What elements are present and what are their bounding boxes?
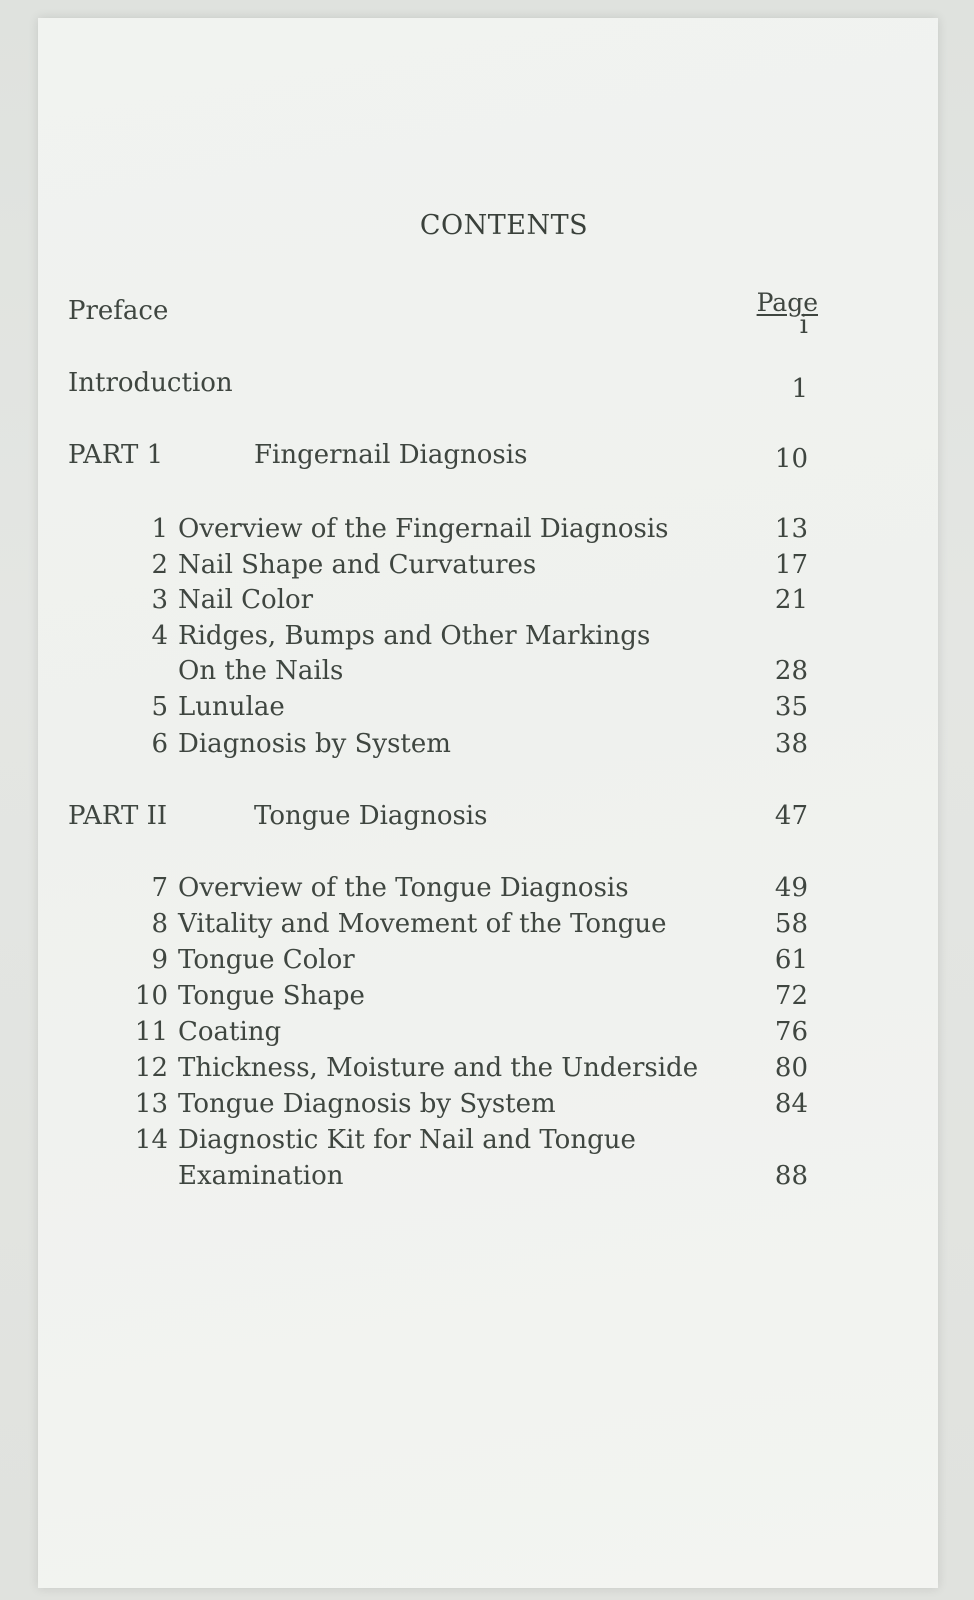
chapter-number: 11 (134, 1017, 168, 1047)
part-page: 10 (774, 444, 808, 474)
chapter-title-line2: On the Nails (178, 656, 344, 686)
chapter-page: 13 (774, 514, 808, 544)
chapter-page: 80 (774, 1053, 808, 1083)
chapter-page: 72 (774, 981, 808, 1011)
chapter-page: 38 (774, 729, 808, 759)
chapter-title: Overview of the Tongue Diagnosis (178, 873, 629, 903)
chapter-number: 3 (151, 585, 168, 615)
page-title: CONTENTS (419, 210, 589, 241)
chapter-number: 9 (151, 945, 168, 975)
part-title: Fingernail Diagnosis (254, 440, 528, 470)
chapter-title: Tongue Color (178, 945, 355, 975)
chapter-title: Tongue Shape (178, 981, 365, 1011)
chapter-number: 1 (151, 514, 168, 544)
chapter-title: Tongue Diagnosis by System (178, 1089, 556, 1119)
entry-label: Introduction (68, 368, 233, 398)
chapter-number: 4 (151, 621, 168, 651)
chapter-title: Vitality and Movement of the Tongue (178, 909, 667, 939)
chapter-page: 49 (774, 873, 808, 903)
chapter-title: Coating (178, 1017, 282, 1047)
chapter-title: Thickness, Moisture and the Underside (178, 1053, 699, 1083)
chapter-number: 2 (151, 550, 168, 580)
book-page (38, 18, 938, 1588)
chapter-number: 8 (151, 909, 168, 939)
chapter-number: 14 (134, 1125, 168, 1155)
entry-page: i (799, 310, 808, 340)
part-title: Tongue Diagnosis (254, 801, 488, 831)
chapter-number: 13 (134, 1089, 168, 1119)
page-column-header: Page (756, 288, 818, 317)
chapter-number: 7 (151, 873, 168, 903)
chapter-title: Diagnosis by System (178, 729, 451, 759)
chapter-page: 28 (774, 656, 808, 686)
chapter-title: Nail Color (178, 585, 314, 615)
chapter-title: Nail Shape and Curvatures (178, 550, 537, 580)
part-label: PART II (68, 801, 168, 831)
chapter-page: 17 (774, 550, 808, 580)
chapter-title: Diagnostic Kit for Nail and Tongue (178, 1125, 636, 1155)
chapter-title-line2: Examination (178, 1161, 344, 1191)
chapter-page: 84 (774, 1089, 808, 1119)
chapter-number: 5 (151, 692, 168, 722)
chapter-page: 58 (774, 909, 808, 939)
chapter-title: Lunulae (178, 692, 285, 722)
chapter-number: 6 (151, 729, 168, 759)
chapter-title: Ridges, Bumps and Other Markings (178, 621, 651, 651)
part-page: 47 (774, 801, 808, 831)
chapter-page: 76 (774, 1017, 808, 1047)
chapter-title: Overview of the Fingernail Diagnosis (178, 514, 669, 544)
chapter-number: 10 (134, 981, 168, 1011)
chapter-page: 88 (774, 1161, 808, 1191)
entry-page: 1 (791, 374, 808, 404)
entry-label: Preface (68, 296, 169, 326)
chapter-page: 61 (774, 945, 808, 975)
chapter-page: 21 (774, 585, 808, 615)
part-label: PART 1 (68, 440, 164, 470)
chapter-page: 35 (774, 692, 808, 722)
chapter-number: 12 (134, 1053, 168, 1083)
